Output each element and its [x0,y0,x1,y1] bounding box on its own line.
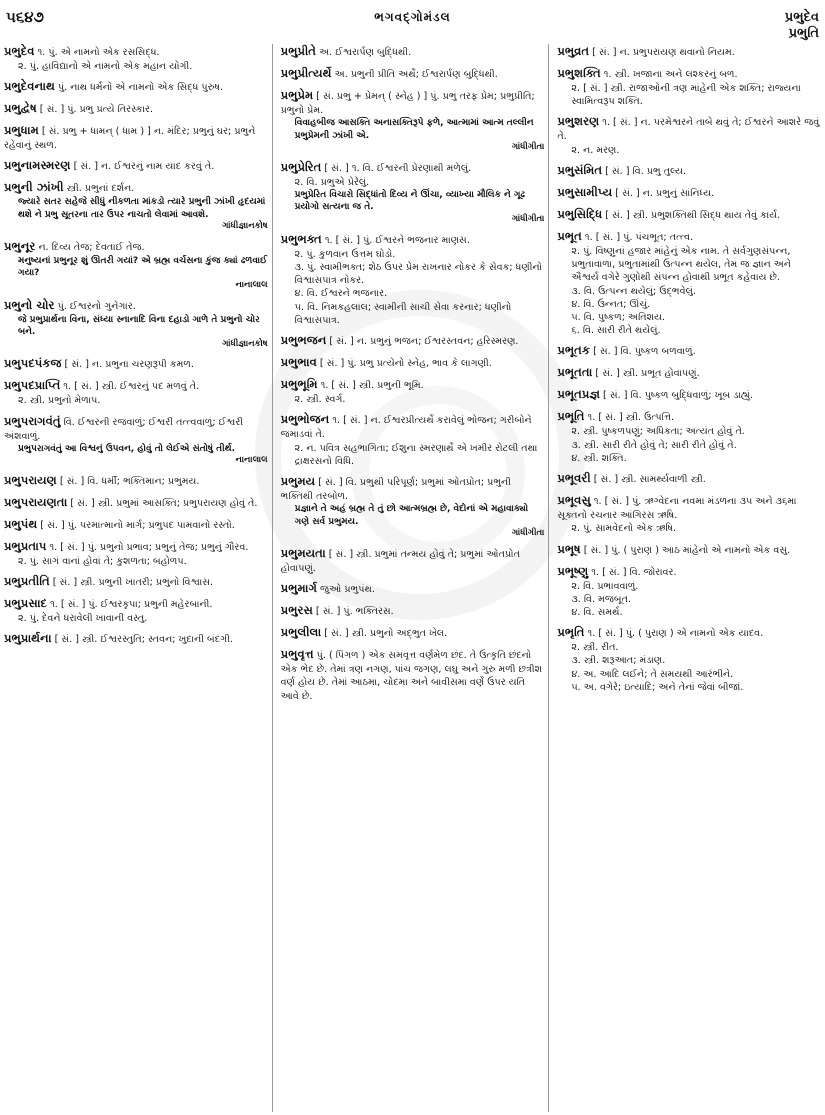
entry-definition: [ સં. ] સ્ત્રી. ઈશ્વરસ્તુતિ; સ્તવન; ખુદાની બંદગી. [54,634,233,646]
entry-definition: પું. ઈશ્વરનો ગુનેગાર. [57,300,136,312]
dictionary-entry [557,409,821,465]
entry-headword: પ્રભુપ્રસાદ [4,596,48,611]
entry-quotation [4,196,268,233]
entry-sense: ૨. સ્ત્રી. પુષ્કળપણું; અધિકતા; અત્યંત હોવું તે. [571,426,745,438]
entry-definition: [ સં. ] સ્ત્રી. પ્રભુશક્તિથી સિદ્ધ થાય તેવું કાર્ય. [605,209,781,221]
entry-headword: પ્રભુપ્રતાપ [4,539,47,553]
dictionary-entry [557,387,821,403]
entry-quotation [4,255,268,292]
entry-first-line [4,495,268,511]
entry-sense: ૫. વિ. નિમકહલાલ; સ્વામીની સાચી સેવા કરનાર; ધણીનો વિશ્વાસપાત્ર. [294,301,512,326]
entry-headword: પ્રભુનૂર [4,239,36,254]
entry-first-line [281,377,545,393]
entry-definition: [ સં. ] ન. પ્રભુના ચરણરૂપી કમળ. [64,359,194,371]
entry-headword: પ્રભુશરણ [557,114,600,129]
dictionary-entry [4,180,268,233]
entry-headword: પ્રભુપ્રીત્યર્થે [280,65,332,80]
entry-sense: ૨. સ્ત્રી. સ્વર્ગ. [294,394,346,406]
entry-first-line [4,356,268,372]
quotation-source: નાનાલાલ [235,455,268,466]
entry-definition: [ સં. ] વિ. પ્રભુથી પરિપૂર્ણ; પ્રભુમાં ઓતપ્રોત; પ્રભુની ભક્તિથી તરબોળ. [280,477,511,502]
entry-headword: પ્રભુપ્રાર્થના [4,631,52,646]
entry-headword: પ્રભુપ્રેમ [280,87,314,102]
dictionary-entry [557,114,821,156]
entry-first-line [557,542,821,558]
entry-sense: ૨. સ્ત્રી. રીત. [571,642,619,654]
entry-definition: ન. દિવ્ય તેજ; દેવતાઈ તેજ. [38,242,145,254]
entry-sense: ૨. પું. સાગં વાનાં હોવાં તે; કુશળતા; બહોળપ. [18,555,187,567]
entry-headword: પ્રભુનો ચોર [4,297,55,312]
dictionary-entry [4,378,268,407]
entry-definition: [ સં. ] પું. પરમાત્માનો માર્ગ; પ્રભુપદ પામવાનો રસ્તો. [40,520,235,532]
entry-first-line [557,66,821,82]
entry-definition: [ સં. ] સ્ત્રી. પ્રભુની ખાતરી; પ્રભુનો વિશ્વાસ. [52,577,214,589]
dictionary-entry [4,158,268,174]
entry-definition: [ સં. ] ન. પ્રભુનું સાંનિધ્ય. [615,187,715,199]
entry-definition: ૧. [ સં. ] સ્ત્રી. ઈશ્વરનું પદ મળવું તે. [63,381,200,393]
entry-first-line [4,378,268,394]
entry-sense: ૨. પું. કુળવાન ઉત્તમ ઘોડો. [294,248,396,260]
entry-headword: પ્રભુલીલા [280,625,322,640]
entry-headword: પ્રભુદ્વેષ [4,101,37,116]
dictionary-entry [557,471,821,487]
dictionary-entry [557,493,821,535]
entry-first-line [281,474,545,503]
dictionary-entry [281,581,545,597]
entry-first-line [557,564,821,580]
column-1 [4,44,273,1112]
entry-first-line [557,185,821,201]
entry-headword: પ્રભુપ્રેરિત [280,159,322,174]
entry-headword: પ્રભુનામસ્મરણ [4,158,71,173]
entry-headword: પ્રભુભૂમિ [280,377,318,392]
entry-sense: ૪. અ. આદિ લઈને; તે સમયથી આરંભીને. [571,668,734,680]
entry-definition: [ સં. ] ૧. વિ. ઈશ્વરની પ્રેરણાથી મળેલું. [324,162,472,174]
entry-first-line [281,603,545,619]
guide-words [785,10,819,42]
entry-headword: પ્રભુવ્રત [557,44,590,58]
dictionary-entry [281,232,545,327]
quotation-source: નાનાલાલ [235,279,268,290]
entry-sense: ૨. પું. દેવને ધરાવેલી ખાવાની વસ્તુ. [18,613,148,625]
dictionary-entry [557,542,821,558]
entry-first-line [557,493,821,522]
entry-first-line [557,207,821,223]
entry-first-line [4,596,268,612]
entry-definition: ૧. [ સં. ] ન. ઈશ્વરપ્રીત્યર્થે કરાવેલું ભોજન; ગરીબોને જમાડવાં તે. [280,415,532,441]
entry-sense: ૨. ન. મરણ. [571,144,620,156]
page-header [0,0,825,48]
entry-first-line [281,88,545,117]
entry-definition: જુઓ પ્રભુપંથ. [320,584,375,596]
entry-sense: ૨. વિ. પ્રભાવવાળું. [571,580,639,592]
dictionary-entry [281,44,545,60]
quotation-source: ગાંધીગીતા [511,213,545,224]
entry-first-line [557,471,821,487]
entry-definition: ૧. પું. એ નામનો એક રસસિદ્ધ. [37,47,160,58]
entry-definition: ૧. [ સં. ] પું. પંચભૂત; તત્ત્વ. [584,231,694,243]
entry-definition: [ સં. ] વિ. પુષ્કળ બુદ્ધિવાળું; ખૂબ ડાહ્યું. [603,390,753,402]
quotation-text: પ્રભુપરાગવંતું આ વિશ્વનું ઉપવન, હોવું તો લેઈએ સંતોષું તીર્થ. [18,443,236,454]
entry-headword: પ્રભુધામ [4,123,39,138]
entry-first-line [557,114,821,143]
entry-first-line [557,409,821,425]
entry-sense: ૨. ન. પવિત્ર સહભાગિતા; ઈશુના સ્મરણાર્થે એ ખમીર રોટલી તથા દ્રાક્ષરસનો વિધિ. [294,442,538,467]
entry-headword: પ્રભુસિદ્ધિ [557,206,603,221]
entry-first-line [4,44,268,60]
entry-definition: [ સં. ] પું. પ્રભુ પ્રત્યે તિરસ્કાર. [39,104,154,116]
dictionary-entry [281,647,545,703]
entry-headword: પ્રભુમય [280,474,316,489]
dictionary-entry [281,603,545,619]
quotation-text: પ્રભુપ્રેરિત વિચારો સિદ્ધાંતો દિવ્ય ને ઊંચા, વ્યાખ્યા મૌલિક ને ગૂઢ પ્રયોગો સત્યના જ તે. [294,190,525,213]
dictionary-entry [557,207,821,223]
entry-definition: ૧. [ સં. ] પું. ઋગ્વેદના નવમા મંડળના ૩૫ અને ૩૬મા સૂક્તનો રચનાર આંગિરસ ઋષિ. [557,496,797,522]
entry-quotation [281,189,545,226]
quotation-text: મનુષ્યનાં પ્રભુનૂર શું ઊતરી ગયાં? એ બ્રહ્મ વર્ચસના કુંજ ક્યાં ઢળવાઈ ગયા? [18,256,268,279]
entry-headword: પ્રભુપદપંકજ [4,356,62,371]
entry-definition: [ સં. ] સ્ત્રી. પ્રભૂત હોવાપણું. [595,368,700,380]
entry-headword: પ્રભુપ્રીતે [280,44,316,58]
dictionary-entry [4,79,268,95]
entry-sense: ૩. સ્ત્રી. શરૂઆત; મંડાણ. [571,655,666,667]
entry-definition: અ. ઈશ્વરાર્પણ બુદ્ધિથી. [319,47,412,58]
entry-headword: પ્રભુમયતા [280,545,326,560]
dictionary-entry [4,298,268,351]
dictionary-entry [557,66,821,108]
dictionary-entry [4,414,268,467]
entry-definition: [ સં. ] ન. ઈશ્વરનું નામ યાદ કરવું તે. [73,161,215,173]
entry-definition: [ સં. ] વિ. પ્રભુ તુલ્ય. [605,165,687,177]
entry-first-line [4,414,268,443]
entry-definition: ૧. [ સં. ] પું. પ્રભુનો પ્રભાવ; પ્રભુનું તેજ; પ્રભુનું ગૌરવ. [49,542,249,553]
entry-headword: પ્રભુશક્તિ [557,65,601,80]
quotation-source: ગાંધીગીતા [511,142,545,152]
guide-word-last: પ્રભુતિ [788,26,819,41]
column-3 [557,44,821,1112]
dictionary-entry [557,564,821,620]
entry-headword: પ્રભુભોજન [280,412,330,427]
quotation-text: પ્રજ્ઞાને તે અહં બ્રહ્મ તે તું છો આત્મબ્રહ્મ છે, વેદોનાં એ મહાવાક્યો ગણે સર્વ પ્રભુમય. [294,504,529,527]
quotation-source: ગાંધીજ્ઞાનકોષ [222,338,268,349]
dictionary-entry [281,66,545,82]
entry-sense: ૩. વિ. મજબૂત. [571,593,632,605]
entry-headword: પ્રભુદેવ [4,44,35,58]
entry-headword: પ્રભુની ઝાંખી [4,180,64,195]
entry-first-line [557,365,821,381]
entry-sense: ૨. સ્ત્રી. પ્રભુનો મેળાપ. [18,395,101,407]
entry-first-line [4,517,268,533]
entry-definition: વિ. ઈશ્વરની રજવાળું; ઈશ્વરી તત્ત્વવાળું; ઈશ્વરી અંશવાળું. [4,416,244,442]
dictionary-entry [281,160,545,226]
entry-first-line [4,298,268,314]
entry-sense: ૨. પું. હાવિદ્યાનો એ નામનો એક મહાન યોગી. [18,60,193,72]
entry-definition: ૧. [ સં. ] પું. ઈશ્વરને ભજનાર માણસ. [324,234,470,246]
entry-first-line [281,160,545,176]
entry-headword: પ્રભૂતિ [557,409,585,424]
entry-first-line [281,44,545,60]
entry-definition: પું. નાથ ધર્મનો એ નામનો એક સિદ્ધ પુરુષ. [57,82,224,94]
quotation-source: ગાંધીગીતા [511,528,545,539]
dictionary-entry [4,44,268,73]
entry-first-line [557,343,821,359]
entry-first-line [4,574,268,590]
dictionary-entry [4,473,268,489]
entry-sense: ૫. અ. વગેરે; ઇત્યાદિ; અને તેનાં જેવાં બીજાં. [571,681,744,693]
entry-definition: [ સં. ] સ્ત્રી. પ્રભુમાં તન્મય હોવું તે; પ્રભુમાં ઓતપ્રોત હોવાપણું. [280,548,520,574]
entry-definition: ૧. સ્ત્રી. ખજાના અને લશ્કરનું બળ. [603,68,738,80]
entry-sense: ૨. વિ. પ્રભુએ પ્રેરેલું. [294,176,370,188]
entry-definition: ૧. [ સં. ] સ્ત્રી. ઉત્પત્તિ. [587,412,675,424]
entry-sense: ૨. પું. વિષ્ણુનાં હજાર માંહેનું એક નામ. તે સર્વગુણસંપન્ન, પ્રભુતાવાળા, પ્રભુતામાંથી ઉત્પન્ન થયેલ, તેમ જ જ્ઞાન અને ઐશ્વર્ય વગેરે ગુણોથી સંપન્ન હોવાથી પ્રભૂત કહેવાય છે. [571,245,792,284]
entry-first-line [4,180,268,196]
entry-first-line [281,581,545,597]
dictionary-entry [4,631,268,647]
entry-definition: સ્ત્રી. પ્રભુનાં દર્શન. [66,183,135,195]
quotation-text: વિવાહબીજ આસક્તિ અનાસક્તિરૂપે ફળે, આત્મામાં આત્મ તલ્લીન પ્રભુપ્રેમની ઝાંખી એ. [294,118,534,141]
entry-first-line [281,647,545,703]
entry-first-line [557,44,821,60]
entry-headword: પ્રભુપરાયણ [4,473,57,488]
dictionary-entry [4,239,268,292]
entry-definition: અ. પ્રભુની પ્રીતિ અર્થે; ઈશ્વરાર્પણ બુદ્ધિથી. [334,68,498,80]
running-title: ભગવદ્ગોમંડલ [374,10,451,24]
dictionary-entry [281,377,545,406]
entry-headword: પ્રભૂતપ્રજ્ઞ [557,387,600,402]
entry-definition: ૧. [ સં. ] પું. ( પુરાણ ) એ નામનો એક યાદવ. [587,628,764,640]
dictionary-entry [557,185,821,201]
dictionary-entry [557,44,821,60]
entry-definition: પું. ( પિંગળ ) એક સમવૃત્ત વર્ણમેળ છંદ. તે ઉત્કૃતિ છંદનો એક ભેદ છે. તેમાં ત્રણ નગણ, પાંચ જગણ, લઘુ અને ગુરુ મળી છત્રીશ વર્ણ હોય છે. તેમાં આઠમા, ચોદમા અને બાવીસમા વર્ણે ઉપર યતિ આવે છે. [280,650,543,702]
entry-headword: પ્રભૂતતા [557,365,593,380]
dictionary-entry [4,574,268,590]
entry-first-line [4,79,268,95]
entry-quotation [281,117,545,154]
entry-headword: પ્રભુભાવ [280,355,317,370]
dictionary-entry [4,101,268,117]
entry-columns [4,44,821,1112]
entry-headword: પ્રભુપરાયણતા [4,495,68,510]
entry-headword: પ્રભૂત [557,228,582,243]
entry-sense: ૪. સ્ત્રી. શક્તિ. [571,452,627,464]
entry-headword: પ્રભૂષ [557,541,581,556]
entry-headword: પ્રભુભજન [280,333,327,348]
entry-headword: પ્રભુપરાગવંતું [4,413,61,428]
entry-sense: ૬. વિ. સારી રીતે થયેલું. [571,325,661,337]
quotation-text: જે પ્રભુપ્રાર્થના વિના, સંધ્યા સ્નાનાદિ વિના દહાડો ગાળે તે પ્રભુનો ચોર બને. [18,314,260,338]
entry-headword: પ્રભુપ્રતીતિ [4,574,50,589]
entry-quotation [4,314,268,351]
entry-sense: ૩. પું. સ્વામીભક્ત; શેઠ ઉપર પ્રેમ રાખનાર નોકર કે સેવક; ધણીનો વિશ્વાસપાત્ર નોકર. [294,261,543,287]
dictionary-entry [4,539,268,568]
entry-definition: ૧. [ સં. ] વિ. જોરાવર. [591,566,677,578]
entry-definition: [ સં. ] સ્ત્રી. પ્રભુનો અદ્ભુત ખેલ. [324,628,448,640]
entry-sense: ૫. વિ. પુષ્કળ; અતિશય. [571,312,665,323]
entry-sense: ૪. વિ. ઉન્નત; ઊંચું. [571,298,651,310]
dictionary-entry [557,229,821,338]
entry-first-line [4,239,268,255]
entry-headword: પ્રભૃતિ [557,625,585,640]
page-number: ૫૬૪૭ [6,8,44,26]
entry-headword: પ્રભૂવસુ [557,493,591,508]
entry-first-line [4,123,268,152]
entry-definition: [ સં. ] સ્ત્રી. પ્રભુમાં આસક્તિ; પ્રભુપરાયણ હોવું તે. [70,498,258,510]
entry-headword: પ્રભુવૃત્ત [280,647,314,662]
entry-first-line [281,232,545,248]
entry-headword: પ્રભુપંથ [4,517,38,532]
entry-headword: પ્રભુદેવનાથ [4,79,55,94]
entry-first-line [4,158,268,174]
quotation-source: ગાંધીજ્ઞાનકોષ [222,221,268,232]
entry-first-line [557,625,821,641]
column-2 [281,44,550,1112]
dictionary-entry [281,546,545,575]
entry-definition: [ સં. ] સ્ત્રી. સામર્થ્યવાળી સ્ત્રી. [593,474,706,486]
entry-quotation [4,443,268,467]
quotation-text: જ્યારે સતર સહેજે સીધું નીકળતા માંકડો ત્યારે પ્રભુની ઝાંખી હૃદયમાં થશે ને પ્રભુ સૂતરના તાર ઉપર નાચતો લેવામાં આવશે. [18,197,266,220]
entry-definition: [ સં. ] વિ. પુષ્કળ બળવાળું. [593,346,696,358]
entry-first-line [4,473,268,489]
entry-headword: પ્રભૂષ્ણુ [557,563,589,578]
dictionary-entry [281,474,545,540]
entry-sense: ૪. વિ. ઈશ્વરને ભજનાર. [294,288,388,300]
entry-first-line [4,101,268,117]
entry-first-line [4,631,268,647]
entry-definition: ૧. [ સં. ] સ્ત્રી. પ્રભુની ભૂમિ. [320,380,424,392]
entry-first-line [281,546,545,575]
entry-definition: [ સં. ] પું. ( પુરાણ ) આઠ માંહેનો એ નામનો એક વસુ. [583,544,791,556]
entry-headword: પ્રભુરસ [280,603,313,618]
entry-first-line [557,387,821,403]
entry-first-line [557,229,821,245]
dictionary-entry [4,356,268,372]
dictionary-entry [4,596,268,625]
entry-first-line [281,625,545,641]
entry-headword: પ્રભૂવરી [557,471,591,486]
entry-first-line [557,163,821,179]
entry-first-line [4,539,268,555]
entry-headword: પ્રભુભક્ત [280,231,322,246]
entry-first-line [281,66,545,82]
entry-definition: [ સં. ] વિ. ધર્મી; ભક્તિમાન; પ્રભુમય. [59,476,200,488]
dictionary-entry [281,355,545,371]
dictionary-entry [557,343,821,359]
entry-definition: [ સં. ] ન. પ્રભુનું ભજન; ઈશ્વરસ્તવન; હરિસ્મરણ. [329,336,519,348]
dictionary-entry [281,625,545,641]
dictionary-entry [281,333,545,349]
entry-first-line [281,355,545,371]
entry-headword: પ્રભુસામીપ્ય [557,184,613,199]
entry-definition: [ સં. પ્રભુ + પ્રેમન્ ( સ્નેહ ) ] પું. પ્રભુ તરફ પ્રેમ; પ્રભુપ્રીતિ; પ્રભુનો પ્રેમ. [280,90,535,116]
entry-first-line [281,333,545,349]
dictionary-entry [281,412,545,468]
dictionary-entry [281,88,545,154]
entry-first-line [281,412,545,441]
entry-definition: ૧. [ સં. ] પું. ઈશ્વરકૃપા; પ્રભુની મહેરબાની. [50,599,213,611]
entry-sense: ૩. વિ. ઉત્પન્ન થયેલું; ઉદ્ભવેલું. [571,285,696,297]
entry-headword: પ્રભૂતક [557,343,591,358]
entry-definition: ૧. [ સં. ] ન. પરમેશ્વરને તાબે થવું તે; ઈશ્વરને આશરે જવું તે. [557,117,820,143]
entry-definition: [ સં. ] ન. પ્રભુપરાયણ થવાનો નિયમ. [592,47,735,58]
entry-sense: ૨. પું. સામવેદનો એક ઋષિ. [571,523,677,535]
entry-sense: ૪. વિ. સમર્થ. [571,606,623,618]
entry-sense: ૩. સ્ત્રી. સારી રીતે હોવું તે; સારી રીતે હોવું તે. [571,439,737,451]
entry-headword: પ્રભુસંમિત [557,162,603,177]
entry-definition: [ સં. ] પું. પ્રભુ પ્રત્યેનો સ્નેહ, ભાવ કે લાગણી. [319,358,492,370]
dictionary-entry [557,625,821,694]
dictionary-entry [4,495,268,511]
entry-sense: ૨. [ સં. ] સ્ત્રી. રાજાઓની ત્રણ માંહેની એક શક્તિ; રાજ્યના સ્વામિત્વરૂપ શક્તિ. [571,82,801,108]
entry-quotation [281,503,545,540]
dictionary-entry [557,163,821,179]
entry-headword: પ્રભુમાર્ગ [280,581,317,596]
entry-definition: [ સં. પ્રભુ + ધામન્ ( ધામ ) ] ન. મંદિર; પ્રભુનું ઘર; પ્રભુને રહેવાનું સ્થળ. [4,126,256,152]
entry-definition: [ સં. ] પું. ભક્તિરસ. [315,606,394,618]
entry-headword: પ્રભુપદપ્રાપ્તિ [4,378,61,393]
dictionary-entry [557,365,821,381]
dictionary-entry [4,123,268,152]
dictionary-entry [4,517,268,533]
guide-word-first: પ્રભુદેવ [784,10,819,25]
